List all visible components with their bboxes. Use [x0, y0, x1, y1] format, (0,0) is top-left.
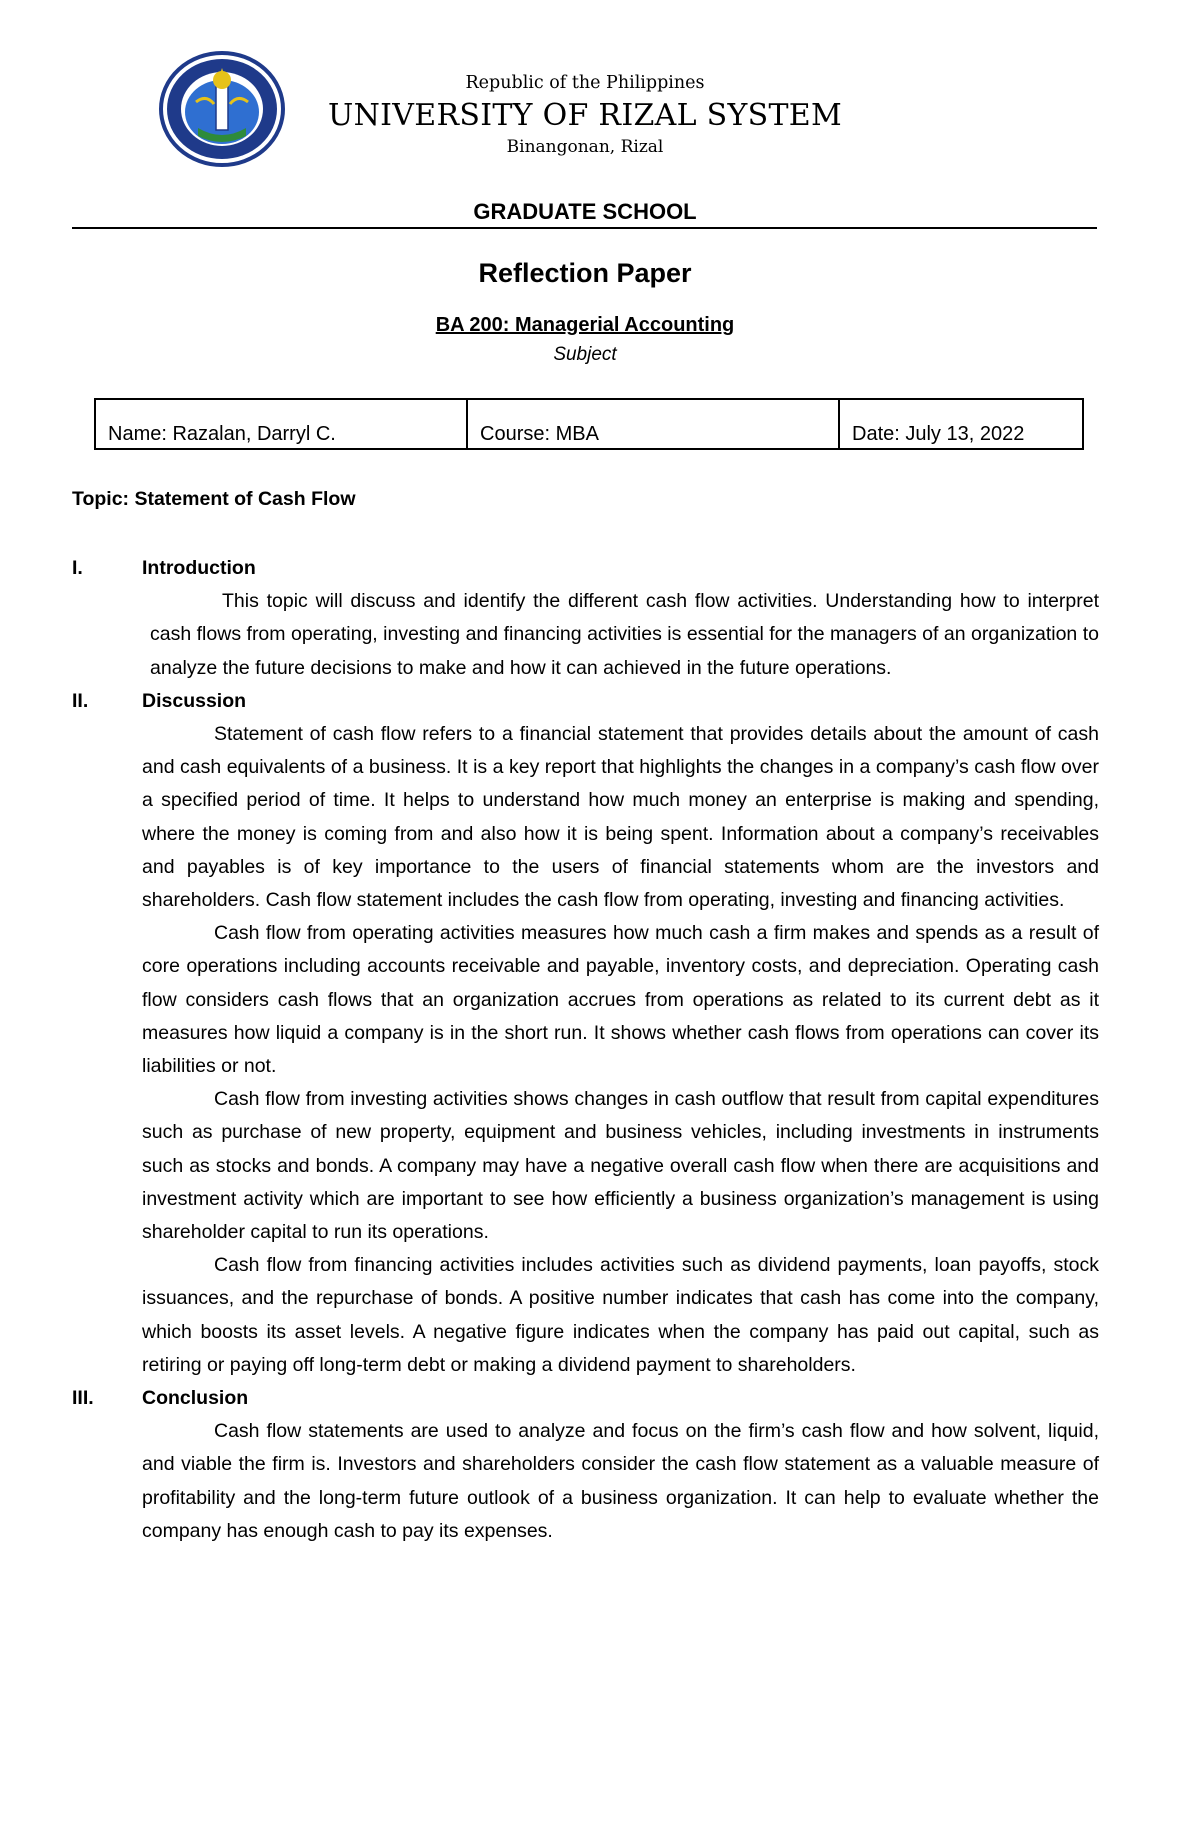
document-title: Reflection Paper	[478, 258, 692, 288]
paragraph: Statement of cash flow refers to a financial statement that provides details about the amount of cash and cash equivalents of a business. It is a key report that highlights the changes in a company’s cash flow over a specified period of time. It helps to understand how much money an enterprise is making and spending, where the money is coming from and also how it is being spent. Information about a company’s receivables and payables is of key importance to the users of financial statements whom are the investors and shareholders. Cash flow statement includes the cash flow from operating, investing and financing activities.	[142, 722, 1099, 911]
section-title: Introduction	[142, 557, 256, 579]
paragraph: Cash flow statements are used to analyze and focus on the firm’s cash flow and how solvent, liquid, and viable the firm is. Investors and shareholders consider the cash flow statement as a valuable measure of profitability and the long-term future outlook of a business organization. It can help to evaluate whether the company has enough cash to pay its expenses.	[142, 1420, 1099, 1542]
paragraph: Cash flow from operating activities measures how much cash a firm makes and spends as a result of core operations including accounts receivable and payable, inventory costs, and depreciation. Operating cash flow considers cash flows that an organization accrues from operations as related to its current debt as it measures how liquid a company is in the short run. It shows whether cash flows from operations can cover its liabilities or not.	[142, 922, 1099, 1078]
document-body	[72, 552, 1099, 1548]
paragraph: This topic will discuss and identify the different cash flow activities. Understanding how to interpret cash flows from operating, investing and financing activities is essential for the managers of an organization to analyze the future decisions to make and how it can achieved in the future operations.	[150, 590, 1099, 679]
section-numeral: III.	[72, 1387, 94, 1410]
section-heading	[72, 685, 1099, 718]
section-heading	[72, 1382, 1099, 1415]
subject-label: Subject	[553, 344, 617, 365]
university-name: UNIVERSITY OF RIZAL SYSTEM	[328, 98, 842, 133]
date-cell: Date: July 13, 2022	[839, 399, 1083, 449]
graduate-school-heading: GRADUATE SCHOOL	[473, 199, 697, 224]
topic-heading: Topic: Statement of Cash Flow	[72, 488, 356, 510]
subject-name: BA 200: Managerial Accounting	[435, 314, 735, 336]
section-numeral: I.	[72, 557, 83, 579]
header-divider	[72, 227, 1097, 229]
university-location: Binangonan, Rizal	[506, 137, 664, 157]
student-name-cell: Name: Razalan, Darryl C.	[95, 399, 467, 449]
course-cell: Course: MBA	[467, 399, 839, 449]
republic-text: Republic of the Philippines	[465, 73, 705, 93]
section-heading	[72, 552, 1099, 585]
section-numeral: II.	[72, 689, 89, 712]
section-title: Discussion	[142, 689, 247, 712]
paragraph: Cash flow from financing activities includes activities such as dividend payments, loan payoffs, stock issuances, and the repurchase of bonds. A positive number indicates that cash has come into the company, which boosts its asset levels. A negative figure indicates when the company has paid out capital, such as retiring or paying off long-term debt or making a dividend payment to shareholders.	[142, 1254, 1099, 1376]
student-info-table	[94, 398, 1084, 450]
section-title: Conclusion	[142, 1387, 249, 1410]
paragraph: Cash flow from investing activities shows changes in cash outflow that result from capital expenditures such as purchase of new property, equipment and business vehicles, including investments in instruments such as stocks and bonds. A company may have a negative overall cash flow when there are acquisitions and investment activity which are important to see how efficiently a business organization’s management is using shareholder capital to run its operations.	[142, 1088, 1099, 1244]
